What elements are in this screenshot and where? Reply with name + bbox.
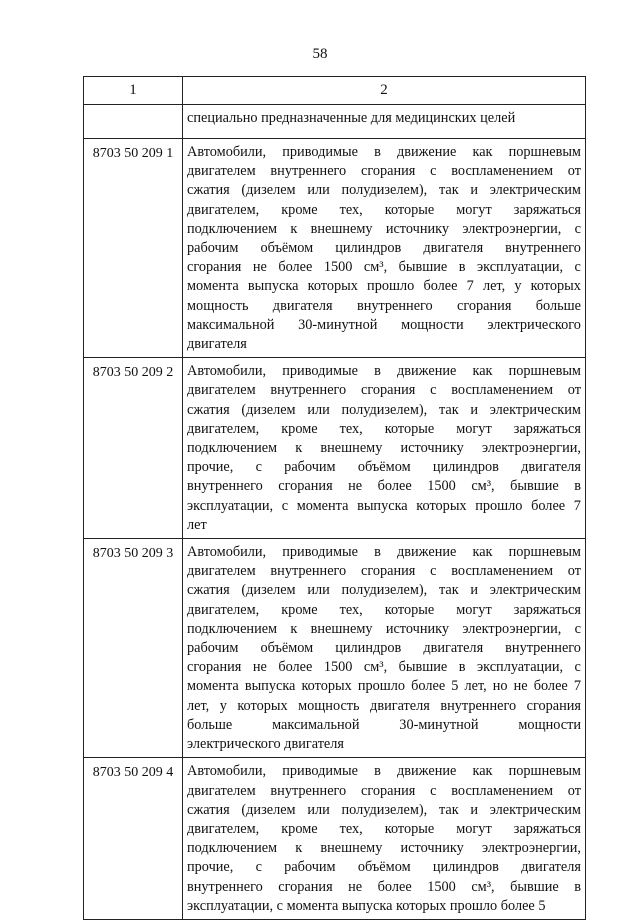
description-line: момента выпуска которых прошло более 7 лет, у которых [187,278,581,295]
tariff-table [83,76,586,920]
continuation-text: специально предназначенные для медицинских целей [187,110,516,126]
description-line: электрического двигателя [187,736,344,753]
table-row [84,539,586,758]
description-line: двигателем внутреннего сгорания с воспламенением от [187,163,581,180]
description-line: двигателя [187,336,247,353]
description-line: рабочим объёмом цилиндров двигателя внутреннего [187,640,581,657]
description-line: внутреннего сгорания не более 1500 см³, бывшие в [187,478,581,495]
table-row [84,358,586,539]
description-line: эксплуатации, с момента выпуска которых прошло более 5 [187,897,546,914]
tariff-code: 8703 50 209 1 [84,139,183,358]
description-line: сгорания не более 1500 см³, бывшие в эксплуатации, с [187,259,581,276]
description-line: лет [187,516,207,533]
description-line: подключением к внешнему источнику электроэнергии, [187,440,581,457]
description-line: двигателем внутреннего сгорания с воспламенением от [187,782,581,799]
description-line: сжатия (дизелем или полудизелем), так и электрическим [187,801,581,818]
column-header-code: 1 [84,77,183,105]
description-line: внутреннего сгорания не более 1500 см³, бывшие в [187,878,581,895]
description-line: прочие, с рабочим объёмом цилиндров двигателя [187,859,581,876]
column-header-description: 2 [183,77,586,105]
table-row [84,758,586,920]
description-line: подключением к внешнему источнику электроэнергии, с [187,620,581,637]
description-line: мощность двигателя внутреннего сгорания больше [187,297,581,314]
description-line: момента выпуска которых прошло более 5 лет, но не более 7 [187,678,581,695]
tariff-description [183,539,586,758]
continuation-code-cell [84,105,183,139]
description-line: сжатия (дизелем или полудизелем), так и электрическим [187,582,581,599]
tariff-description [183,358,586,539]
description-line: двигателем, кроме тех, которые могут заряжаться [187,420,581,437]
description-line: прочие, с рабочим объёмом цилиндров двигателя [187,459,581,476]
tariff-code: 8703 50 209 3 [84,539,183,758]
description-line: Автомобили, приводимые в движение как поршневым [187,763,581,780]
tariff-description [183,139,586,358]
description-line: лет, у которых мощность двигателя внутреннего сгорания [187,697,581,714]
description-line: двигателем, кроме тех, которые могут заряжаться [187,201,581,218]
description-line: сжатия (дизелем или полудизелем), так и электрическим [187,401,581,418]
description-line: двигателем внутреннего сгорания с воспламенением от [187,563,581,580]
continuation-row [84,105,586,139]
description-line: Автомобили, приводимые в движение как поршневым [187,544,581,561]
continuation-description-cell [183,105,586,139]
description-line: подключением к внешнему источнику электроэнергии, с [187,220,581,237]
description-line: максимальной 30-минутной мощности электрического [187,316,581,333]
tariff-code: 8703 50 209 4 [84,758,183,920]
description-line: рабочим объёмом цилиндров двигателя внутреннего [187,240,581,257]
tariff-code: 8703 50 209 2 [84,358,183,539]
description-line: Автомобили, приводимые в движение как поршневым [187,363,581,380]
description-line: эксплуатации, с момента выпуска которых прошло более 7 [187,497,581,514]
table-row [84,139,586,358]
header-row [84,77,586,105]
description-line: сгорания не более 1500 см³, бывшие в эксплуатации, с [187,659,581,676]
description-line: Автомобили, приводимые в движение как поршневым [187,144,581,160]
tariff-description [183,758,586,920]
description-line: двигателем внутреннего сгорания с воспламенением от [187,382,581,399]
description-line: больше максимальной 30-минутной мощности [187,716,581,733]
description-line: двигателем, кроме тех, которые могут заряжаться [187,601,581,618]
description-line: сжатия (дизелем или полудизелем), так и электрическим [187,182,581,199]
description-line: подключением к внешнему источнику электроэнергии, [187,840,581,857]
description-line: двигателем, кроме тех, которые могут заряжаться [187,820,581,837]
page-number: 58 [312,46,328,62]
